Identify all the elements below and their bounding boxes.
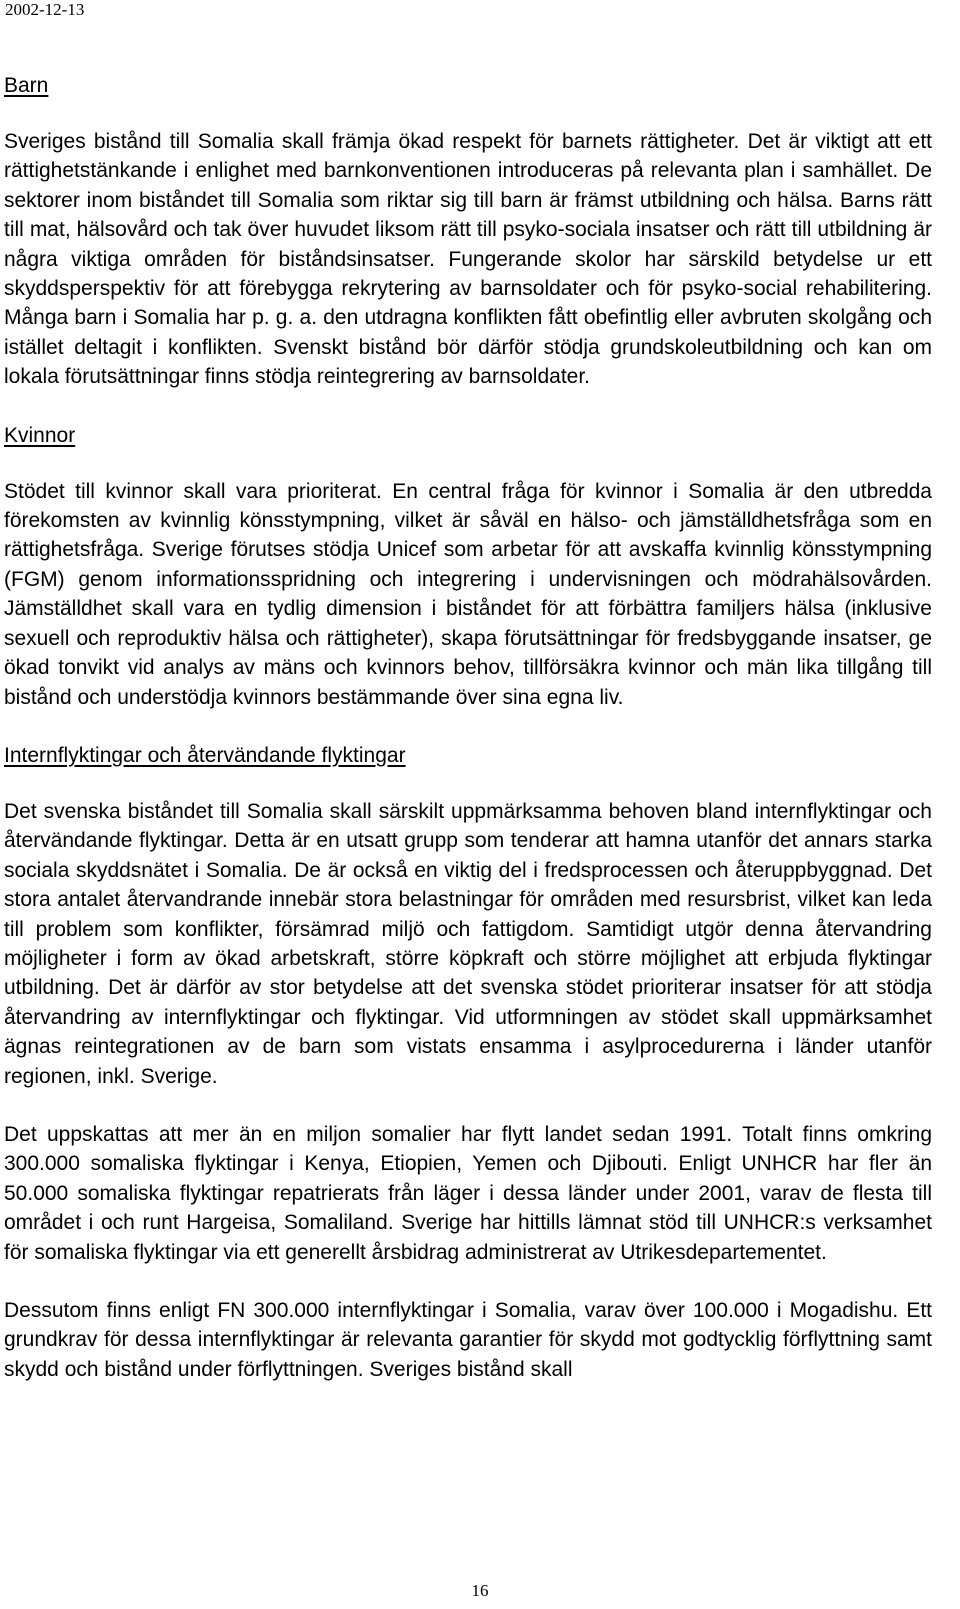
paragraph: Stödet till kvinnor skall vara prioriterat. En central fråga för kvinnor i Somalia är den utbredda förekomsten av kvinnlig könsstympning, vilket är såväl en hälso- och jämställdhetsfråga som en rättighetsfråga. Sverige förutses stödja Unicef som arbetar för att avskaffa kvinnlig könsstympning (FGM) genom informationsspridning och integrering i undervisningen och mödrahälsovården. Jämställdhet skall vara en tydlig dimension i biståndet för att förbättra familjers hälsa (inklusive sexuell och reproduktiv hälsa och rättigheter), skapa förutsättningar för fredsbyggande insatser, ge ökad tonvikt vid analys av mäns och kvinnors behov, tillförsäkra kvinnor och män lika tillgång till bistånd och understödja kvinnors bestämmande över sina egna liv. <box>4 479 932 709</box>
document-body <box>4 71 932 1413</box>
section-heading-kvinnor: Kvinnor <box>4 423 76 447</box>
section-barn <box>4 71 932 392</box>
section-heading-internflyktingar: Internflyktingar och återvändande flyktingar <box>4 743 406 767</box>
document-date: 2002-12-13 <box>5 0 85 19</box>
section-kvinnor <box>4 421 932 712</box>
paragraph: Dessutom finns enligt FN 300.000 internflyktingar i Somalia, varav över 100.000 i Mogadishu. Ett grundkrav för dessa internflyktingar är relevanta garantier för skydd mot godtycklig förflyttning samt skydd och bistånd under förflyttningen. Sveriges bistånd skall <box>4 1299 932 1381</box>
paragraph: Sveriges bistånd till Somalia skall främja ökad respekt för barnets rättigheter. Det är viktigt att ett rättighetstänkande i enlighet med barnkonventionen introduceras på relevanta plan i samhället. De sektorer inom biståndet till Somalia som riktar sig till barn är främst utbildning och hälsa. Barns rätt till mat, hälsovård och tak över huvudet liksom rätt till psyko-sociala insatser och rätt till utbildning är några viktiga områden för biståndsinsatser. Fungerande skolor har särskild betydelse ur ett skyddsperspektiv för att förebygga rekrytering av barnsoldater och för psyko-social rehabilitering. Många barn i Somalia har p. g. a. den utdragna konflikten fått obefintlig eller avbruten skolgång och istället deltagit i konflikten. Svenskt bistånd bör därför stödja grundskoleutbildning och kan om lokala förutsättningar finns stödja reintegrering av barnsoldater. <box>4 130 932 389</box>
page-number: 16 <box>471 1581 489 1600</box>
section-internflyktingar <box>4 741 932 1384</box>
paragraph: Det uppskattas att mer än en miljon somalier har flytt landet sedan 1991. Totalt finns omkring 300.000 somaliska flyktingar i Kenya, Etiopien, Yemen och Djibouti. Enligt UNHCR har fler än 50.000 somaliska flyktingar repatrierats från läger i dessa länder under 2001, varav de flesta till området i och runt Hargeisa, Somaliland. Sverige har hittills lämnat stöd till UNHCR:s verksamhet för somaliska flyktingar via ett generellt årsbidrag administrerat av Utrikesdepartementet. <box>4 1122 932 1264</box>
section-heading-barn: Barn <box>4 74 49 97</box>
paragraph: Det svenska biståndet till Somalia skall särskilt uppmärksamma behoven bland internflyktingar och återvändande flyktingar. Detta är en utsatt grupp som tenderar att hamna utanför det annars starka sociala skyddsnätet i Somalia. De är också en viktig del i fredsprocessen och återuppbyggnad. Det stora antalet återvandrande innebär stora belastningar för områden med resursbrist, vilket kan leda till problem som konflikter, försämrad miljö och fattigdom. Samtidigt utgör denna återvandring möjligheter i form av ökad arbetskraft, större köpkraft och större möjlighet att erbjuda flyktingar utbildning. Det är därför av stor betydelse att det svenska stödet prioriterar insatser för att stödja återvandring av internflyktingar och flyktingar. Vid utformningen av stödet skall uppmärksamhet ägnas reintegrationen av de barn som vistats ensamma i asylprocedurerna i länder utanför regionen, inkl. Sverige. <box>4 799 932 1088</box>
